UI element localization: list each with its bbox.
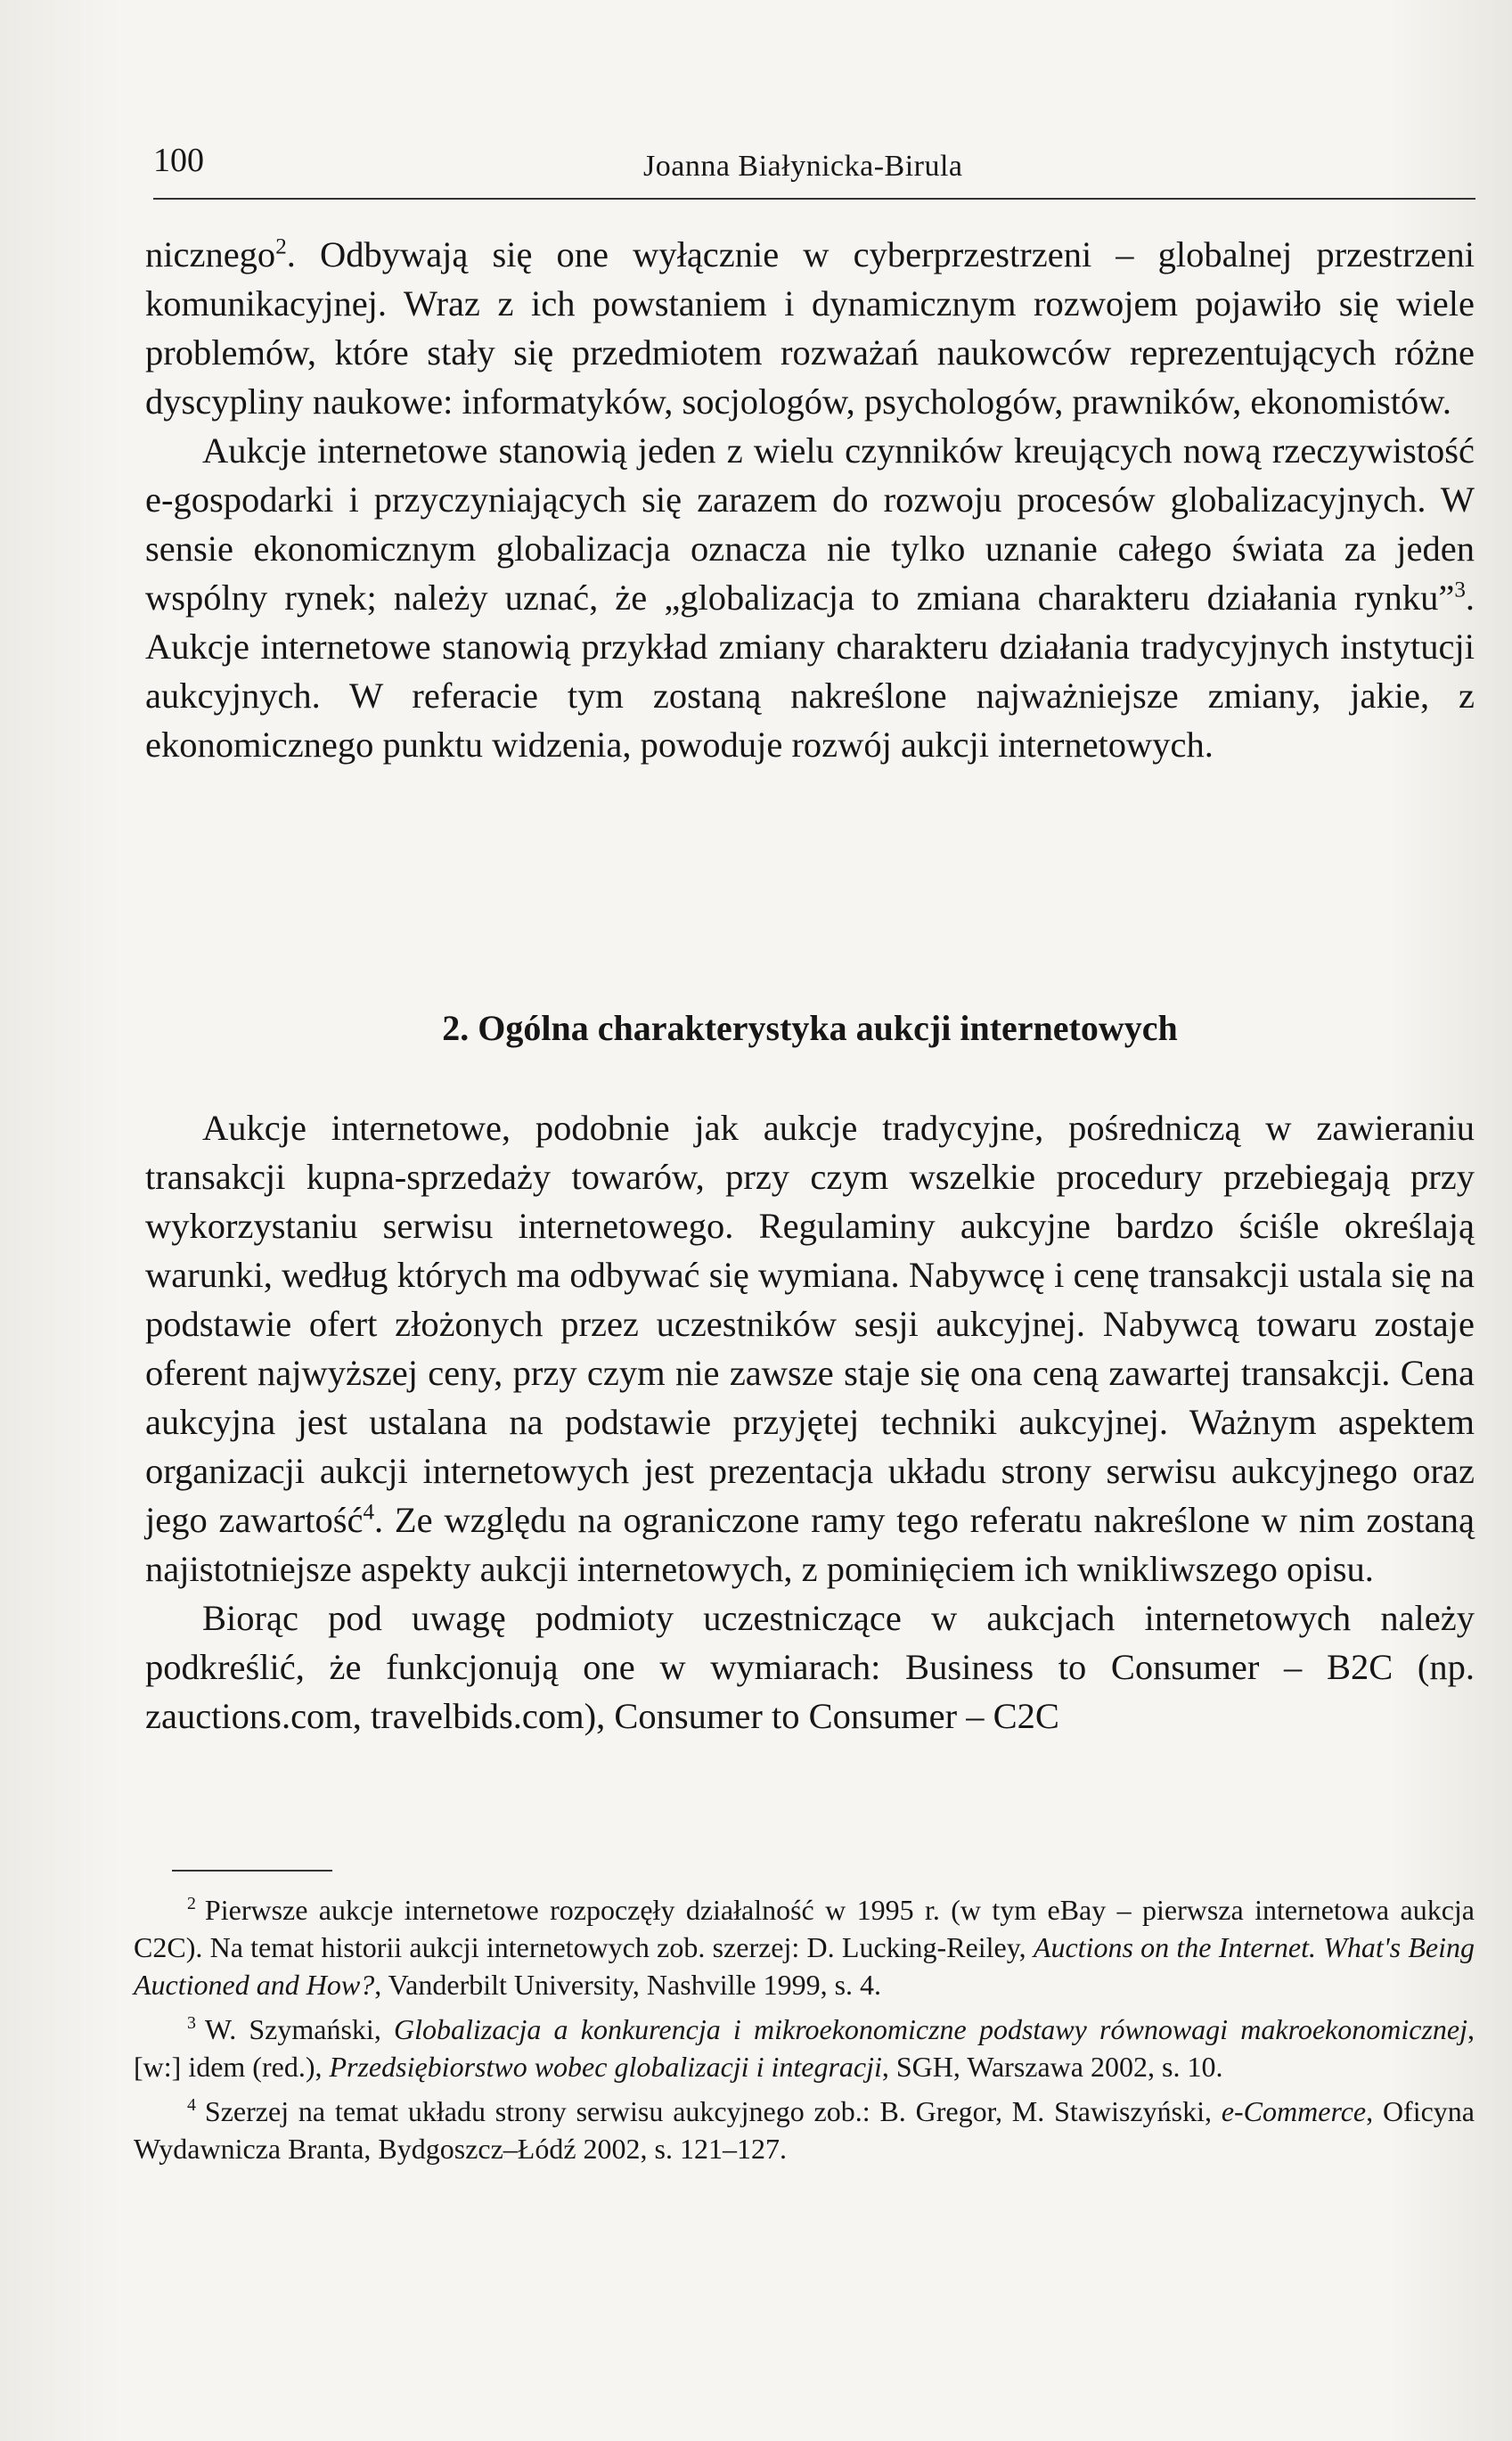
footnote-divider <box>172 1870 332 1872</box>
paragraph-continued: nicznego$^2$. Odbywają się one wyłącznie w cyberprzestrzeni – globalnej przestrzeni komunikacyjnej. Wraz z ich powstaniem i dynamicznym rozwojem pojawiło się wiele problemów, które stały się przedmiotem rozważań naukowców reprezentujących różne dyscypliny naukowe: informatyków, socjologów, psychologów, prawników, ekonomistów. <box>145 234 1475 422</box>
running-head-author: Joanna Białynicka-Birula <box>643 150 963 183</box>
footnote-2: $^2$ Pierwsze aukcje internetowe rozpoczęły działalność w 1995 r. (w tym eBay – pierwsza internetowa aukcja C2C). Na temat historii aukcji internetowych zob. szerzej: D. Lucking-Reiley, Auctions on the Internet. What's Being Auctioned and How?, Vanderbilt University, Nashville 1999, s. 4. <box>134 1894 1475 2001</box>
footnote-number: 4 <box>187 2095 196 2116</box>
footnote-ref: 4 <box>363 1500 374 1525</box>
footnote-3: $^3$ W. Szymański, Globalizacja a konkurencja i mikroekonomiczne podstawy równowagi makroekonomicznej, [w:] idem (red.), Przedsiębiorstwo wobec globalizacji i integracji, SGH, Warszawa 2002, s. 10. <box>134 2013 1475 2083</box>
paragraph-characteristics: Aukcje internetowe, podobnie jak aukcje tradycyjne, pośredniczą w zawieraniu transakcji kupna-sprzedaży towarów, przy czym wszelkie procedury przebiegają przy wykorzystaniu serwisu internetowego. Regulaminy aukcyjne bardzo ściśle określają warunki, według których ma odbywać się wymiana. Nabywcę i cenę transakcji ustala się na podstawie ofert złożonych przez uczestników sesji aukcyjnej. Nabywcą towaru zostaje oferent najwyższej ceny, przy czym nie zawsze staje się ona ceną zawartej transakcji. Cena aukcyjna jest ustalana na podstawie przyjętej techniki aukcyjnej. Ważnym aspektem organizacji aukcji internetowych jest prezentacja układu strony serwisu aukcyjnego oraz jego zawartość$^4$. Ze względu na ograniczone ramy tego referatu nakreślone w nim zostaną najistotniejsze aspekty aukcji internetowych, z pominięciem ich wnikliwszego opisu. <box>145 1108 1475 1589</box>
footnote-4: $^4$ Szerzej na temat układu strony serwisu aukcyjnego zob.: B. Gregor, M. Stawiszyński, e-Commerce, Oficyna Wydawnicza Branta, Bydgoszcz–Łódź 2002, s. 121–127. <box>134 2095 1475 2165</box>
section-heading: 2. Ogólna charakterystyka aukcji internetowych <box>442 1008 1178 1048</box>
footnotes <box>134 1891 1475 2175</box>
intro-text <box>145 230 1475 769</box>
running-head <box>153 141 1475 200</box>
paragraph-participants: Biorąc pod uwagę podmioty uczestniczące w aukcjach internetowych należy podkreślić, że funkcjonują one w wymiarach: Business to Consumer – B2C (np. zauctions.com, travelbids.com), Consumer to Consumer – C2C <box>145 1598 1475 1736</box>
footnote-number: 2 <box>187 1894 196 1914</box>
footnote-ref: 2 <box>275 234 287 259</box>
page-number: 100 <box>153 142 204 179</box>
section-text <box>145 1103 1475 1741</box>
paragraph-globalization: Aukcje internetowe stanowią jeden z wielu czynników kreujących nową rzeczywistość e-gospodarki i przyczyniających się zarazem do rozwoju procesów globalizacyjnych. W sensie ekonomicznym globalizacja oznacza nie tylko uznanie całego świata za jeden wspólny rynek; należy uznać, że „globalizacja to zmiana charakteru działania rynku”$^3$. Aukcje internetowe stanowią przykład zmiany charakteru działania tradycyjnych instytucji aukcyjnych. W referacie tym zostaną nakreślone najważniejsze zmiany, jakie, z ekonomicznego punktu widzenia, powoduje rozwój aukcji internetowych. <box>145 430 1475 765</box>
footnote-ref: 3 <box>1454 577 1466 602</box>
footnote-number: 3 <box>187 2013 196 2034</box>
